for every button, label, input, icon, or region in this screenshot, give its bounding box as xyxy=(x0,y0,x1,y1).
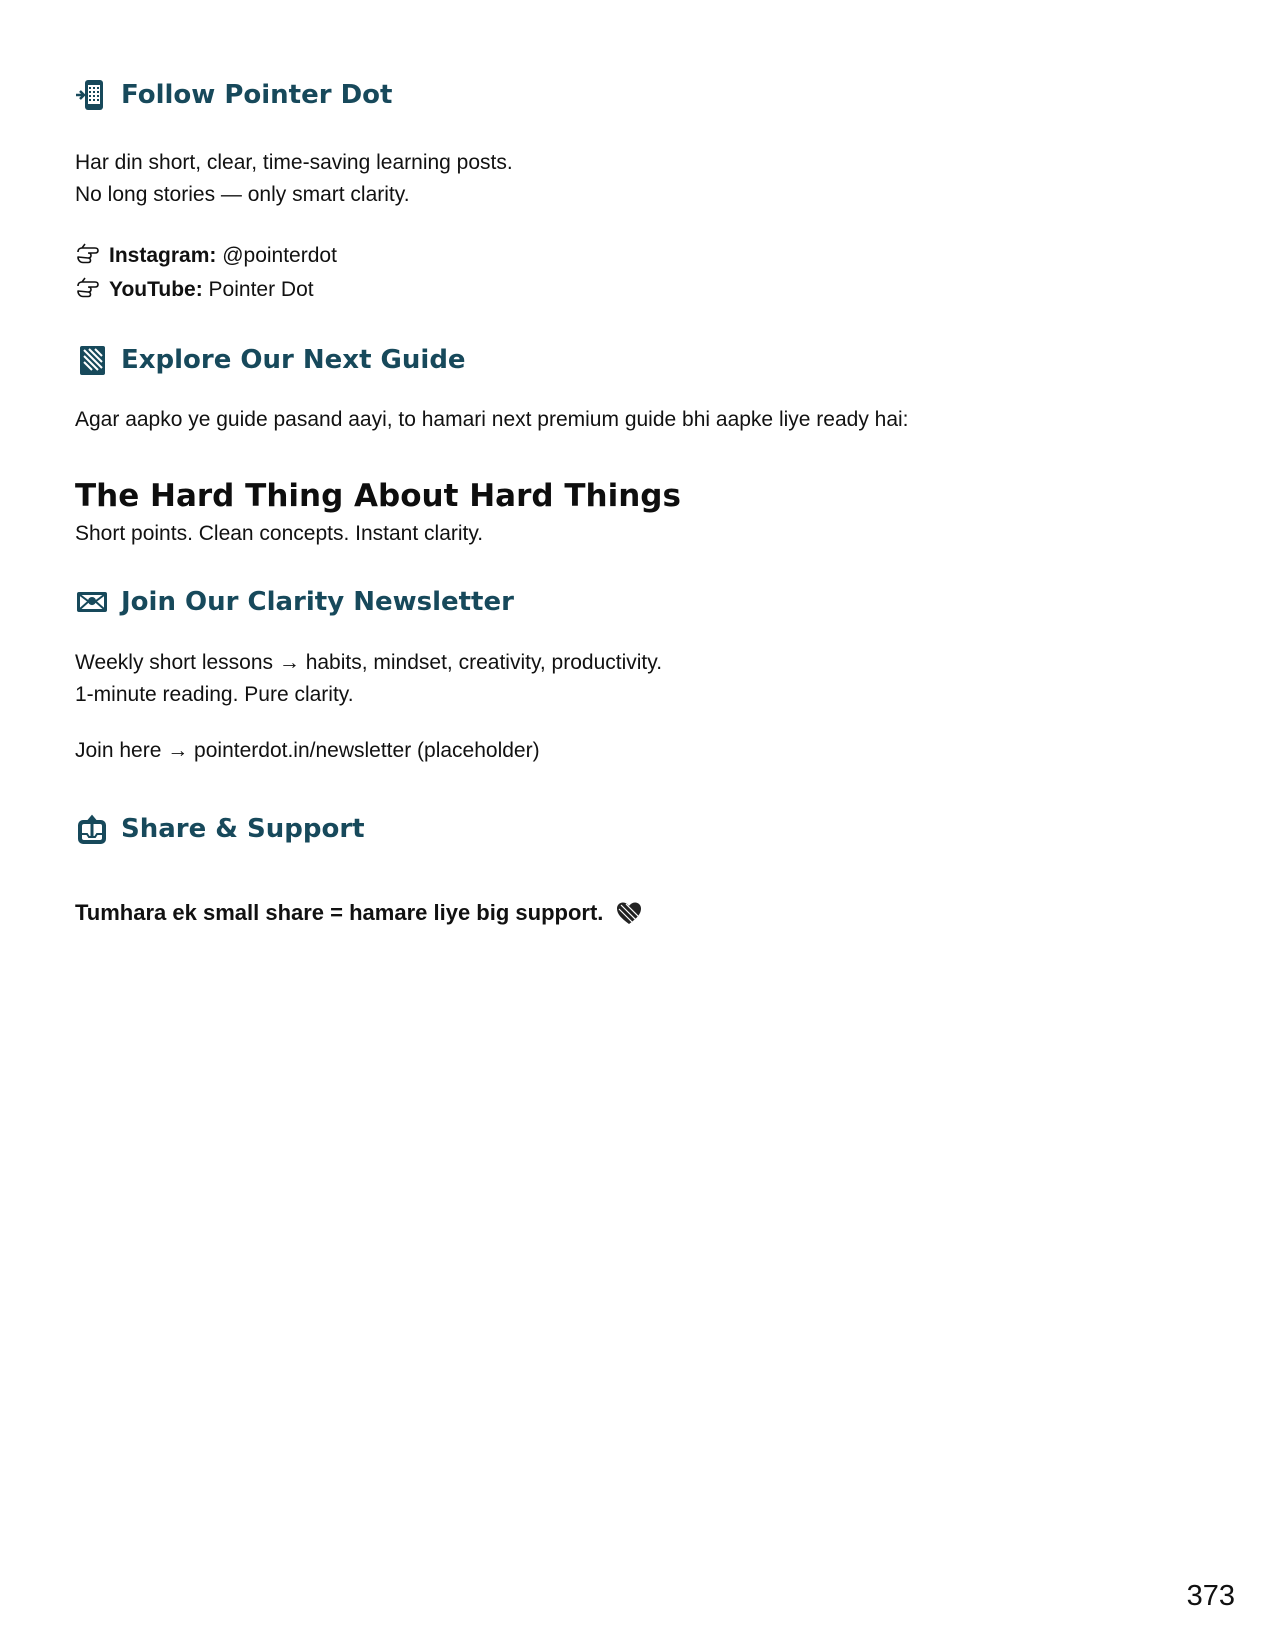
newsletter-line-1: Weekly short lessons → habits, mindset, creativity, productivity. xyxy=(75,651,663,674)
newsletter-heading-text: Join Our Clarity Newsletter xyxy=(121,587,514,617)
newsletter-heading xyxy=(75,585,514,619)
explore-intro: Agar aapko ye guide pasand aayi, to hamari next premium guide bhi aapke liye ready hai: xyxy=(75,408,909,431)
pointing-hand-icon xyxy=(75,241,101,267)
book-tagline: Short points. Clean concepts. Instant clarity. xyxy=(75,522,484,545)
pointing-hand-icon xyxy=(75,275,101,301)
share-heading-text: Share & Support xyxy=(121,814,365,844)
heart-icon xyxy=(615,900,643,926)
explore-heading xyxy=(75,343,466,377)
newsletter-line-2: 1-minute reading. Pure clarity. xyxy=(75,683,354,706)
instagram-label: Instagram: xyxy=(109,244,217,267)
book-title: The Hard Thing About Hard Things xyxy=(75,478,681,514)
notebook-icon xyxy=(75,343,109,377)
instagram-handle[interactable]: @pointerdot xyxy=(222,244,337,267)
share-heading xyxy=(75,812,365,846)
instagram-line xyxy=(75,241,337,269)
mobile-phone-arrow-icon xyxy=(75,78,109,112)
outbox-tray-icon xyxy=(75,812,109,846)
support-message-text: Tumhara ek small share = hamare liye big support. xyxy=(75,900,604,925)
youtube-label: YouTube: xyxy=(109,278,203,301)
follow-intro-line-2: No long stories — only smart clarity. xyxy=(75,183,410,206)
support-message xyxy=(75,900,643,926)
page-number: 373 xyxy=(1186,1580,1235,1612)
newsletter-join-link[interactable]: Join here → pointerdot.in/newsletter (placeholder) xyxy=(75,739,540,762)
follow-heading-text: Follow Pointer Dot xyxy=(121,80,393,110)
follow-heading xyxy=(75,78,392,112)
youtube-line xyxy=(75,275,314,303)
envelope-icon xyxy=(75,585,109,619)
follow-intro-line-1: Har din short, clear, time-saving learning posts. xyxy=(75,151,513,174)
explore-heading-text: Explore Our Next Guide xyxy=(121,345,466,375)
youtube-channel[interactable]: Pointer Dot xyxy=(208,278,314,301)
